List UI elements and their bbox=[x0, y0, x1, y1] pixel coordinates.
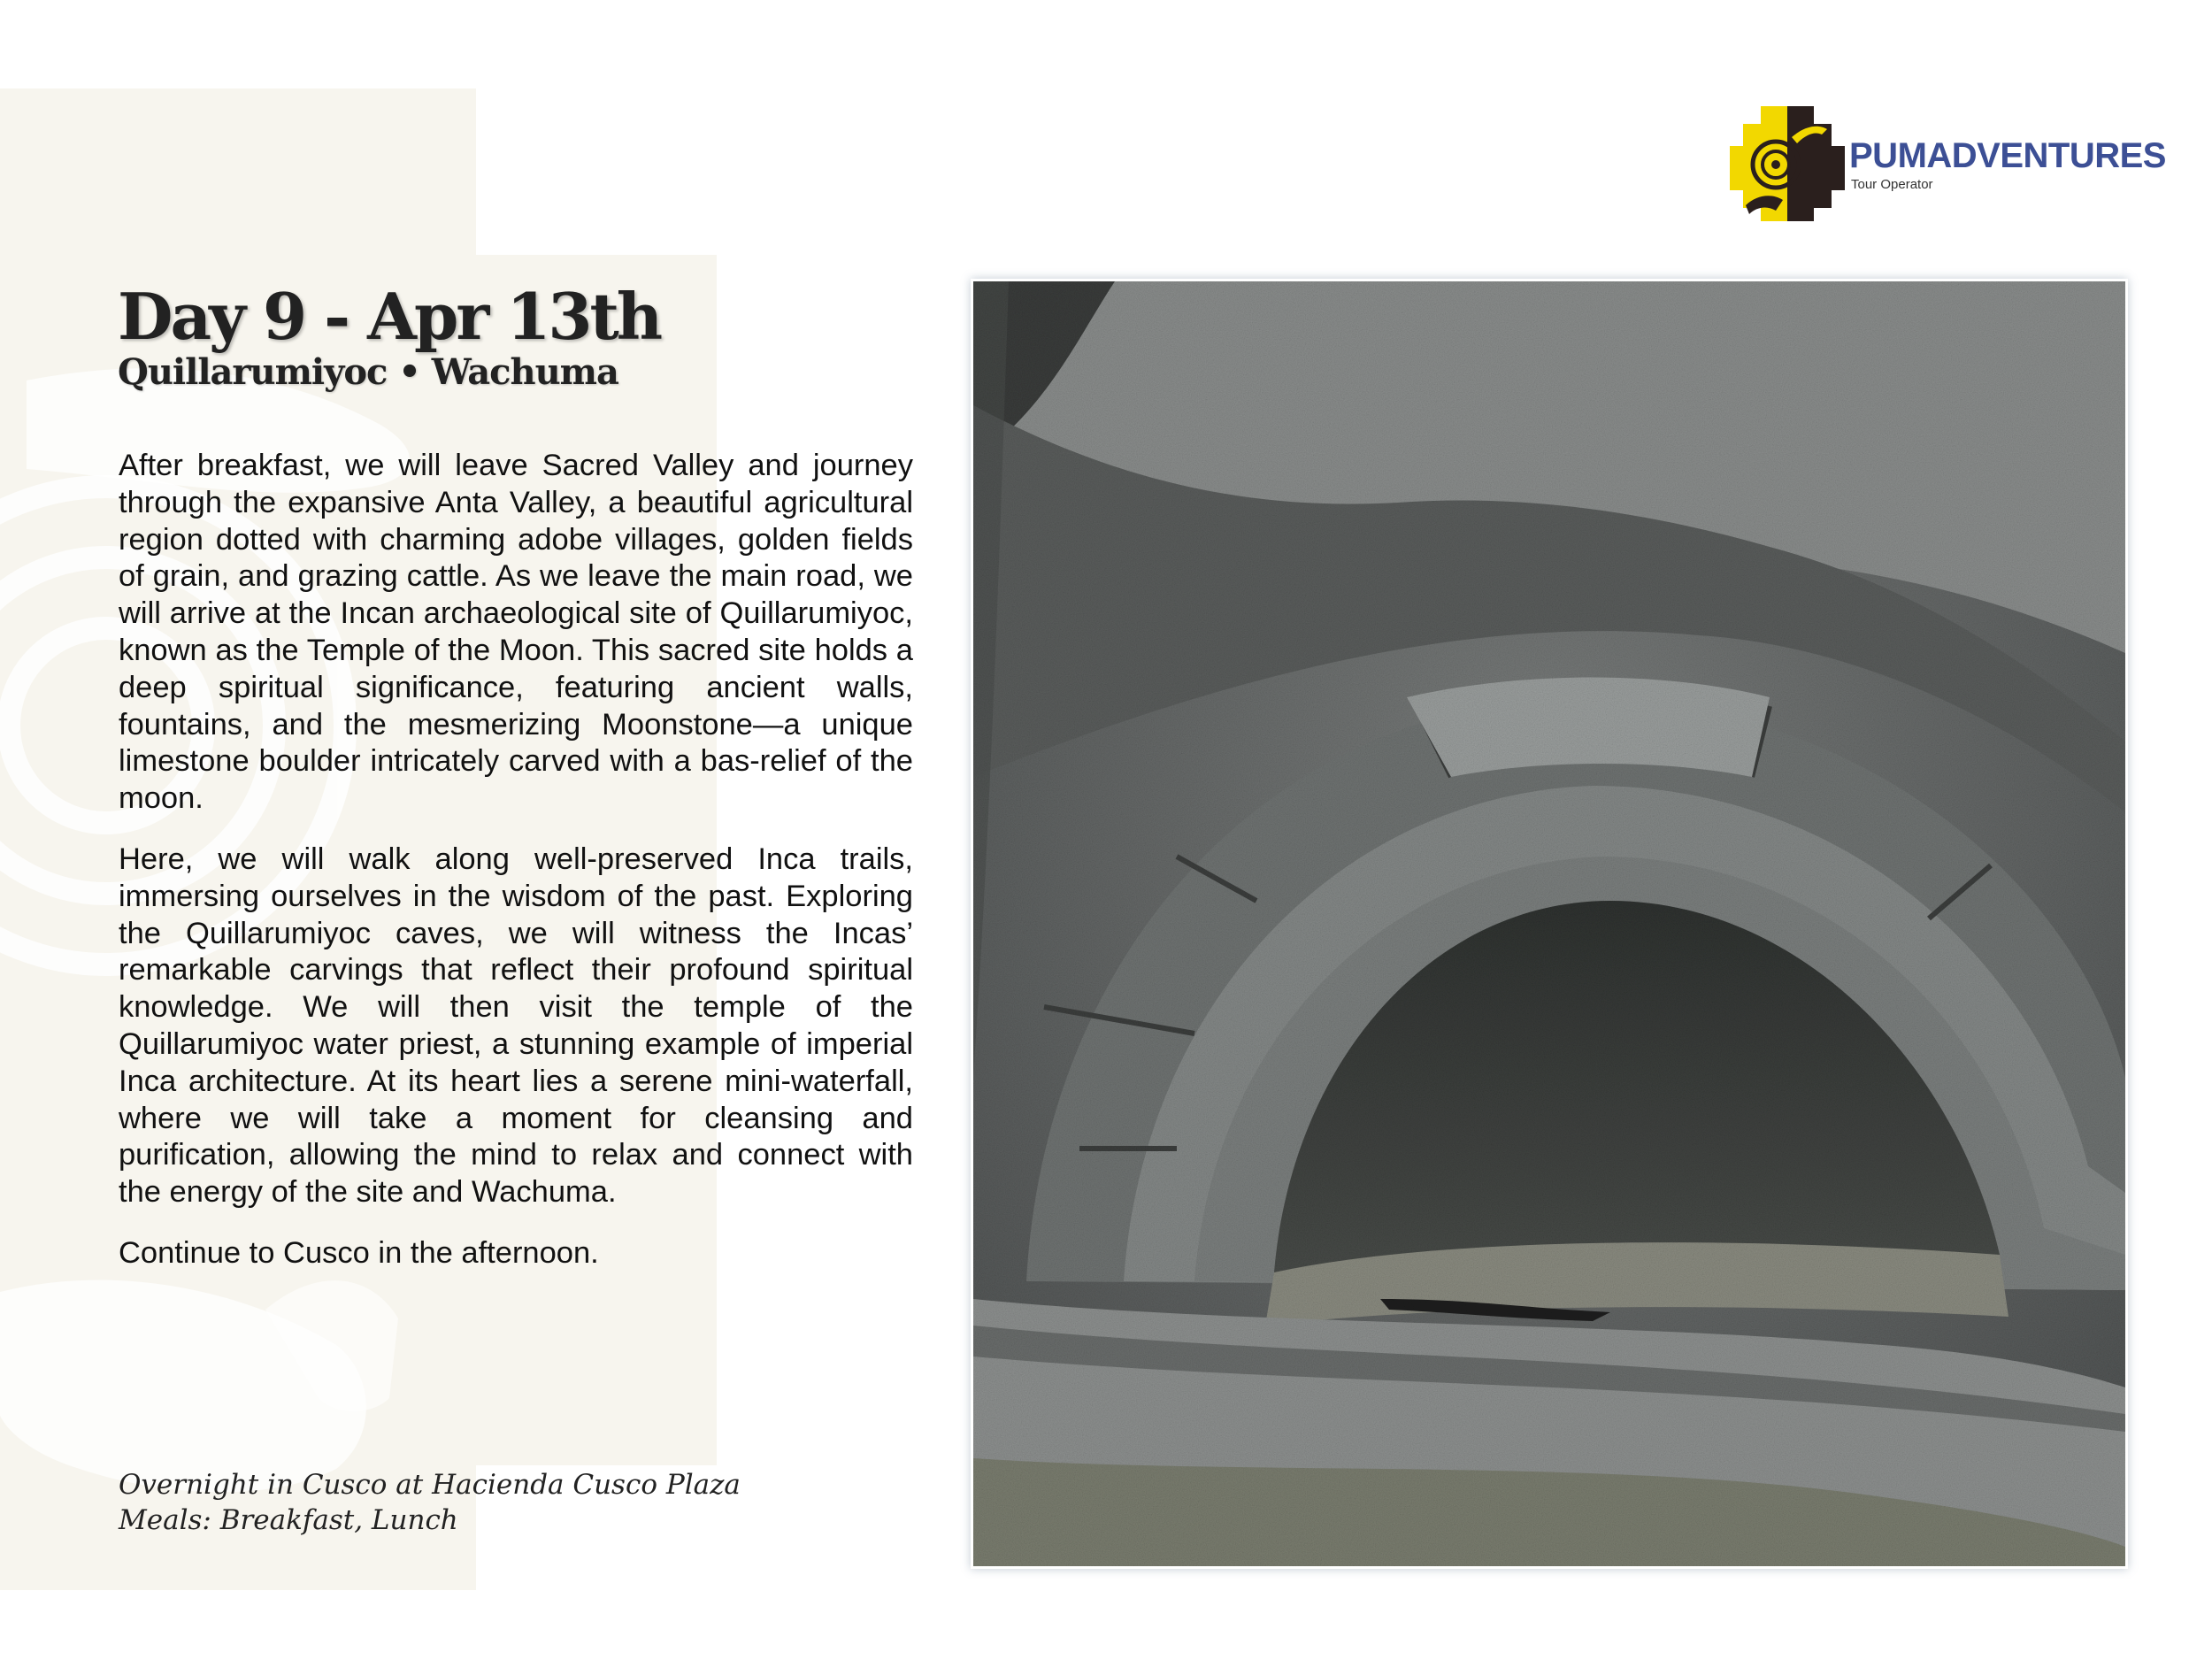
moonstone-illustration bbox=[973, 281, 2125, 1566]
overnight-note: Overnight in Cusco at Hacienda Cusco Plaza bbox=[119, 1469, 741, 1501]
brand-tagline: Tour Operator bbox=[1851, 177, 1933, 192]
moonstone-photo bbox=[971, 279, 2128, 1569]
paragraph-continue: Continue to Cusco in the afternoon. bbox=[119, 1235, 599, 1270]
trip-notes bbox=[119, 1467, 741, 1538]
puma-logo-icon bbox=[1730, 106, 1845, 221]
day-title: Day 9 - Apr 13th bbox=[118, 279, 661, 354]
paragraph-trails: Here, we will walk along well-preserved Inca trails, immersing ourselves in the wisdom of the past. Exploring the Quillarumiyoc caves, we will witness the Incas’ remarkable carvings that reflect their profound spiritual knowledge. We will then visit the temple of the Quillarumiyoc water priest, a stunning example of imperial Inca architecture. At its heart lies a serene mini-waterfall, where we will take a moment for cleansing and purification, allowing the mind to relax and connect with the energy of the site and Wachuma. bbox=[119, 842, 913, 1210]
itinerary-description bbox=[119, 448, 913, 1296]
brand-logo[interactable] bbox=[1730, 106, 2166, 221]
paragraph-intro: After breakfast, we will leave Sacred Valley and journey through the expansive Anta Valley, a beautiful agricultural region dotted with charming adobe villages, golden fields of grain, and grazing cattle. As we leave the main road, we will arrive at the Incan archaeological site of Quillarumiyoc, known as the Temple of the Moon. This sacred site holds a deep spiritual significance, featuring ancient walls, fountains, and the mesmerizing Moonstone—a unique limestone boulder intricately carved with a bas-relief of the moon. bbox=[119, 449, 913, 816]
brand-name: PUMADVENTURES bbox=[1849, 136, 2166, 175]
day-subtitle: Quillarumiyoc • Wachuma bbox=[118, 351, 618, 393]
meals-note: Meals: Breakfast, Lunch bbox=[119, 1504, 458, 1536]
